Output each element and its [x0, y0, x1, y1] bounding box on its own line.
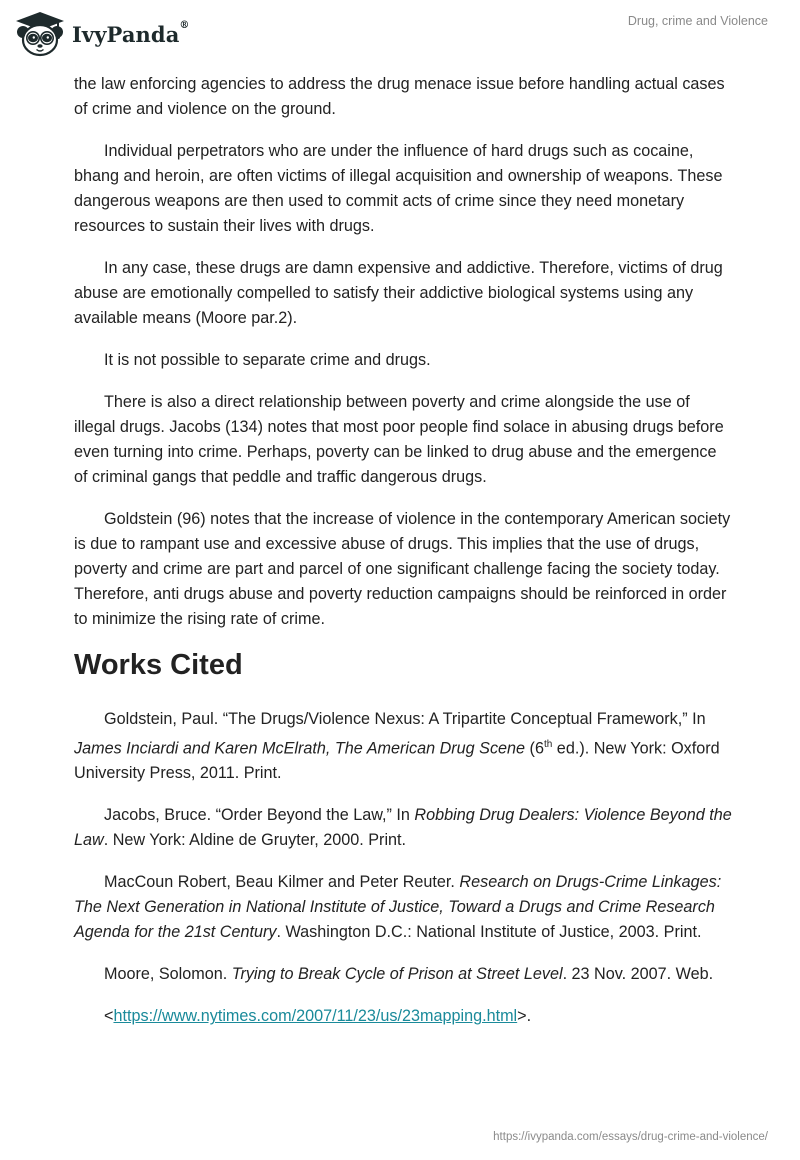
- body-paragraph: In any case, these drugs are damn expensive and addictive. Therefore, victims of drug abuse are emotionally compelled to satisfy their addictive biological systems using any available means (Moore par.2).: [74, 259, 723, 327]
- source-url[interactable]: https://ivypanda.com/essays/drug-crime-and-violence/: [493, 1131, 768, 1143]
- body-paragraph: It is not possible to separate crime and drugs.: [104, 351, 431, 369]
- citation-entry: MacCoun Robert, Beau Kilmer and Peter Reuter. Research on Drugs-Crime Linkages: The Next Generation in National Institute of Justice, Toward a Drugs and Crime Research Agenda for the 21st Century. Washington D.C.: National Institute of Justice, 2003. Print.: [74, 873, 722, 942]
- body-paragraph: There is also a direct relationship between poverty and crime alongside the use of illegal drugs. Jacobs (134) notes that most poor people find solace in abusing drugs before even turning into crime. Perhaps, poverty can be linked to drug abuse and the emergence of criminal gangs that peddle and traffic dangerous drugs.: [74, 393, 724, 486]
- body-paragraph: Goldstein (96) notes that the increase of violence in the contemporary American society is due to rampant use and excessive abuse of drugs. This implies that the use of drugs, poverty and crime are part and parcel of one significant challenge facing the society today. Therefore, anti drugs abuse and poverty reduction campaigns should be reinforced in order to minimize the rising rate of crime.: [74, 510, 731, 628]
- body-paragraph: Individual perpetrators who are under the influence of hard drugs such as cocaine, bhang and heroin, are often victims of illegal acquisition and ownership of weapons. These dangerous weapons are then used to commit acts of crime since they need monetary resources to sustain their lives with drugs.: [74, 142, 723, 235]
- page-header: [0, 0, 800, 70]
- brand-name: IvyPanda®: [72, 19, 190, 47]
- running-title: Drug, crime and Violence: [627, 14, 768, 28]
- citation-entry: Jacobs, Bruce. “Order Beyond the Law,” In Robbing Drug Dealers: Violence Beyond the Law. New York: Aldine de Gruyter, 2000. Print.: [74, 806, 732, 850]
- citation-entry: Goldstein, Paul. “The Drugs/Violence Nexus: A Tripartite Conceptual Framework,” In James Inciardi and Karen McElrath, The American Drug Scene (6th ed.). New York: Oxford University Press, 2011. Print.: [74, 710, 720, 783]
- works-cited-heading: Works Cited: [74, 649, 243, 681]
- nytimes-link[interactable]: https://www.nytimes.com/2007/11/23/us/23mapping.html: [113, 1007, 518, 1026]
- body-paragraph: the law enforcing agencies to address the drug menace issue before handling actual cases of crime and violence on the ground.: [74, 75, 725, 118]
- essay-body: [74, 72, 734, 1046]
- panda-graduate-icon: [14, 10, 66, 58]
- citation-entry: Moore, Solomon. Trying to Break Cycle of Prison at Street Level. 23 Nov. 2007. Web.: [104, 965, 714, 984]
- ivypanda-logo[interactable]: [14, 8, 190, 60]
- citation-url-line: <https://www.nytimes.com/2007/11/23/us/23mapping.html>.: [104, 1007, 532, 1026]
